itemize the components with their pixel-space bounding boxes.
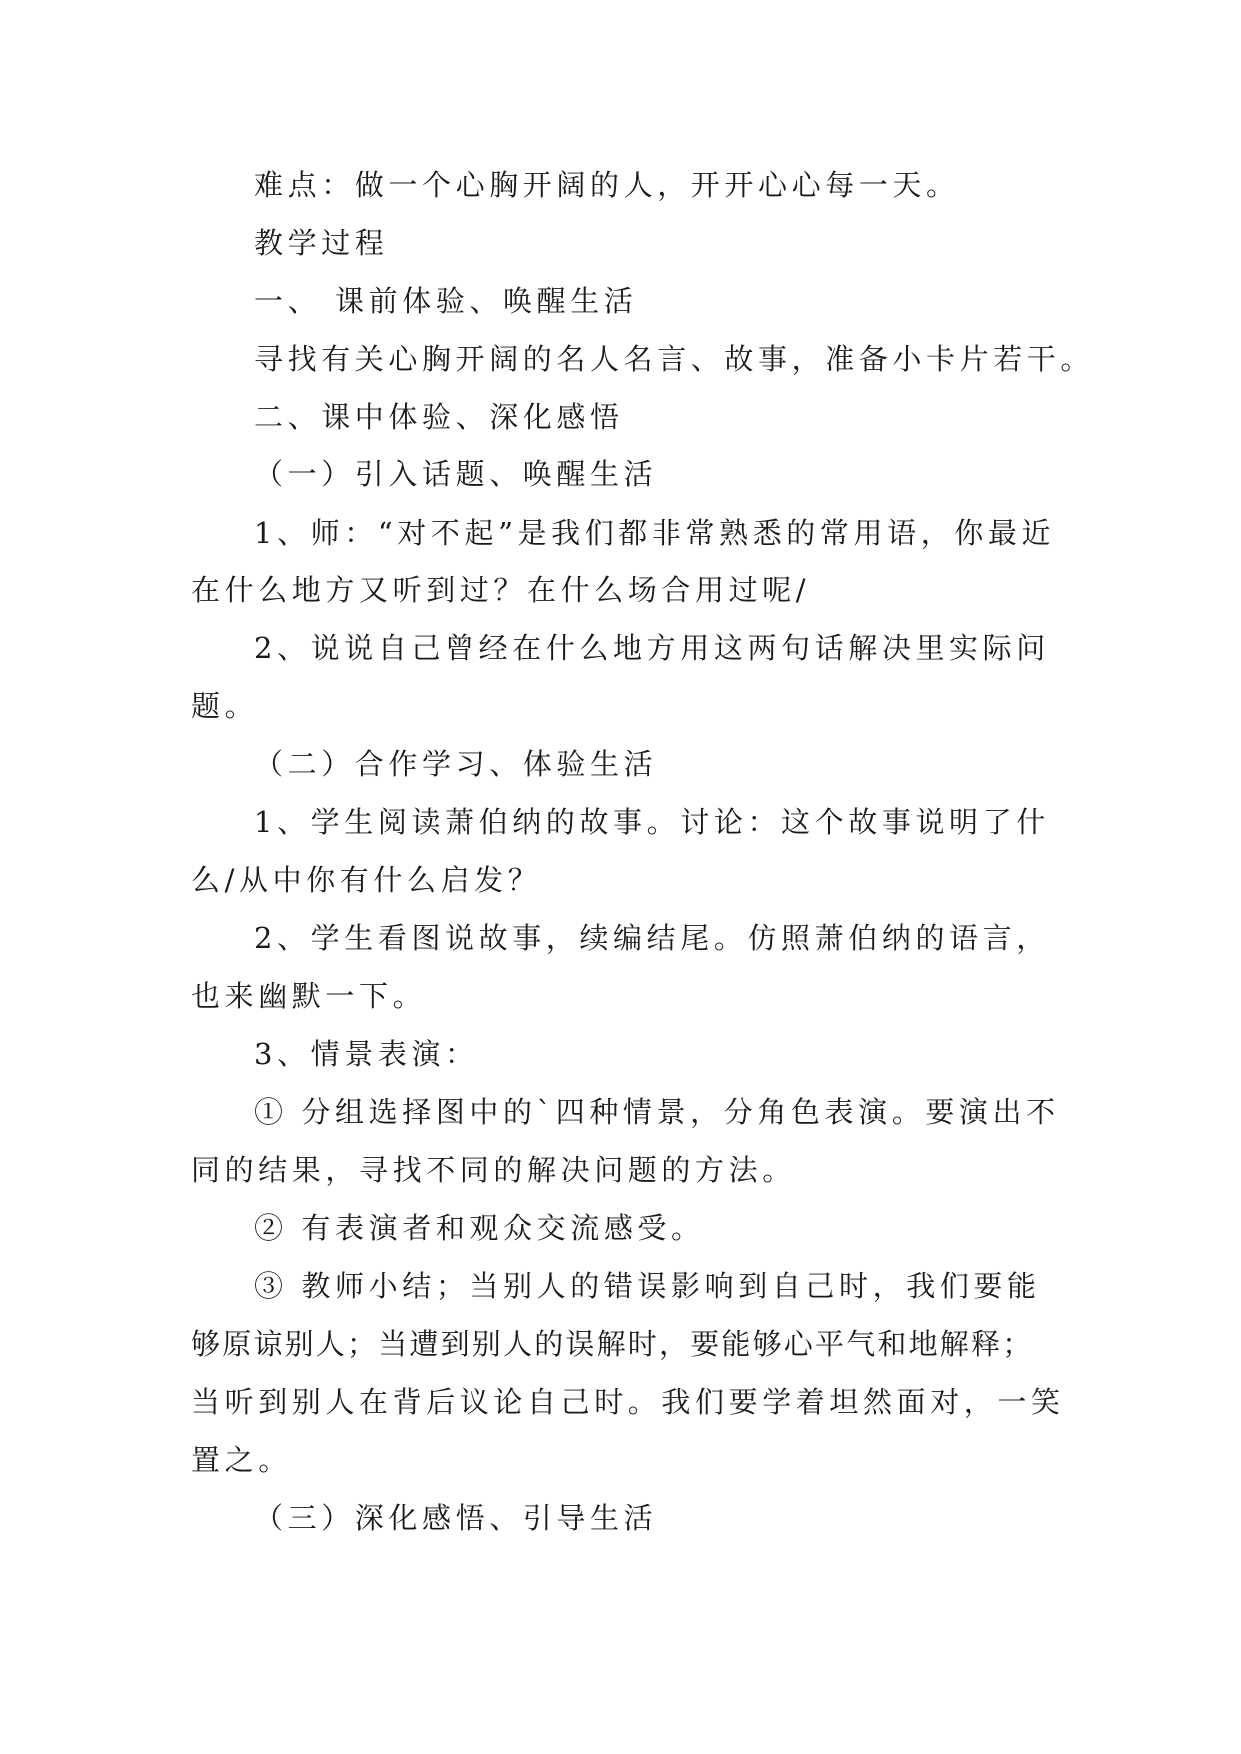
subheading-intro-topic: （一）引入话题、唤醒生活	[254, 457, 658, 491]
paragraph-circle-3-cont-2: 当听到别人在背后议论自己时。我们要学着坦然面对，一笑	[191, 1385, 1065, 1419]
paragraph-circle-3-cont-3: 置之。	[191, 1443, 292, 1477]
paragraph-story-1-cont: 么/从中你有什么启发？	[191, 863, 542, 897]
section-heading-teaching-process: 教学过程	[254, 226, 389, 260]
subheading-deepen-insight: （三）深化感悟、引导生活	[254, 1501, 658, 1535]
paragraph-circle-1: ① 分组选择图中的`四种情景，分角色表演。要演出不	[254, 1095, 1060, 1129]
paragraph-item-2: 2、说说自己曾经在什么地方用这两句话解决里实际问	[254, 631, 1050, 665]
paragraph-item-2-cont: 题。	[191, 689, 259, 723]
paragraph-prep: 寻找有关心胸开阔的名人名言、故事，准备小卡片若干。	[254, 342, 1095, 376]
paragraph-item-1-cont: 在什么地方又听到过？在什么场合用过呢/	[191, 573, 811, 607]
paragraph-circle-3-cont-1: 够原谅别人；当遭到别人的误解时，要能够心平气和地解释；	[191, 1327, 1034, 1361]
paragraph-circle-2: ② 有表演者和观众交流感受。	[254, 1211, 705, 1245]
section-heading-in-class: 二、课中体验、深化感悟	[254, 400, 624, 434]
paragraph-circle-3: ③ 教师小结；当别人的错误影响到自己时，我们要能	[254, 1269, 1041, 1303]
paragraph-story-1: 1、学生阅读萧伯纳的故事。讨论：这个故事说明了什	[254, 805, 1050, 839]
paragraph-scene-performance: 3、情景表演：	[254, 1037, 479, 1071]
paragraph-item-1: 1、师：“对不起”是我们都非常熟悉的常用语，你最近	[254, 516, 1056, 550]
paragraph-circle-1-cont: 同的结果，寻找不同的解决问题的方法。	[191, 1153, 796, 1187]
difficulty-line: 难点：做一个心胸开阔的人，开开心心每一天。	[254, 168, 960, 202]
subheading-cooperative-learning: （二）合作学习、体验生活	[254, 747, 658, 781]
section-heading-pre-class: 一、 课前体验、唤醒生活	[254, 284, 638, 318]
paragraph-story-2: 2、学生看图说故事，续编结尾。仿照萧伯纳的语言，	[254, 921, 1050, 955]
paragraph-story-2-cont: 也来幽默一下。	[191, 979, 427, 1013]
